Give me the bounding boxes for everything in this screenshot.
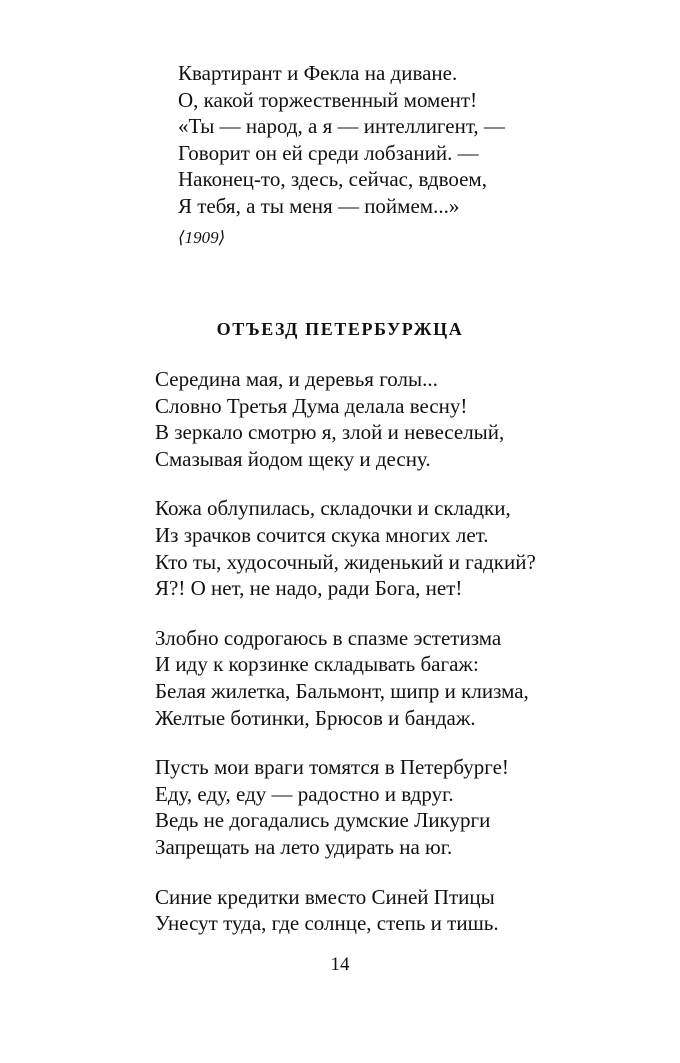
stanza xyxy=(155,754,536,860)
stanza xyxy=(155,884,536,937)
poem-line: И иду к корзинке складывать багаж: xyxy=(155,652,479,677)
poem-line: Запрещать на лето удирать на юг. xyxy=(155,834,453,859)
poem-line: Из зрачков сочится скука многих лет. xyxy=(155,522,489,547)
poem-line: Наконец-то, здесь, сейчас, вдвоем, xyxy=(178,167,487,192)
stanza xyxy=(155,495,536,601)
poem-line: О, какой торжественный момент! xyxy=(178,87,478,112)
poem-line: Словно Третья Дума делала весну! xyxy=(155,393,468,418)
poem-title: ОТЪЕЗД ПЕТЕРБУРЖЦА xyxy=(216,319,464,339)
poem-line: Желтые ботинки, Брюсов и бандаж. xyxy=(155,705,476,730)
poem-date: ⟨1909⟩ xyxy=(178,227,226,247)
poem-line: Синие кредитки вместо Синей Птицы xyxy=(155,884,495,909)
poem-line: Я?! О нет, не надо, ради Бога, нет! xyxy=(155,576,463,601)
page-number: 14 xyxy=(330,954,350,975)
stanza xyxy=(155,366,536,472)
poem-line: Кожа облупилась, складочки и складки, xyxy=(155,496,511,521)
poem-line: Белая жилетка, Бальмонт, шипр и клизма, xyxy=(155,678,529,703)
poem-line: Еду, еду, еду — радостно и вдруг. xyxy=(155,781,454,806)
stanza xyxy=(155,625,536,731)
poem-line: Я тебя, а ты меня — поймем...» xyxy=(178,193,460,218)
poem-line: В зеркало смотрю я, злой и невеселый, xyxy=(155,420,505,445)
poem-body xyxy=(155,366,536,937)
poem-ending xyxy=(178,60,505,250)
poem-line: «Ты — народ, а я — интеллигент, — xyxy=(178,114,505,139)
poem-line: Кто ты, худосочный, жиденький и гадкий? xyxy=(155,549,536,574)
poem-line: Пусть мои враги томятся в Петербурге! xyxy=(155,755,509,780)
poem-line: Середина мая, и деревья голы... xyxy=(155,367,438,391)
poem-line: Ведь не догадались думские Ликурги xyxy=(155,808,491,833)
poem-line: Злобно содрогаюсь в спазме эстетизма xyxy=(155,625,502,650)
poem-line: Говорит он ей среди лобзаний. — xyxy=(178,140,479,165)
poem-line: Квартирант и Фекла на диване. xyxy=(178,61,458,85)
poem-line: Унесут туда, где солнце, степь и тишь. xyxy=(155,911,499,936)
poem-line: Смазывая йодом щеку и десну. xyxy=(155,446,431,471)
